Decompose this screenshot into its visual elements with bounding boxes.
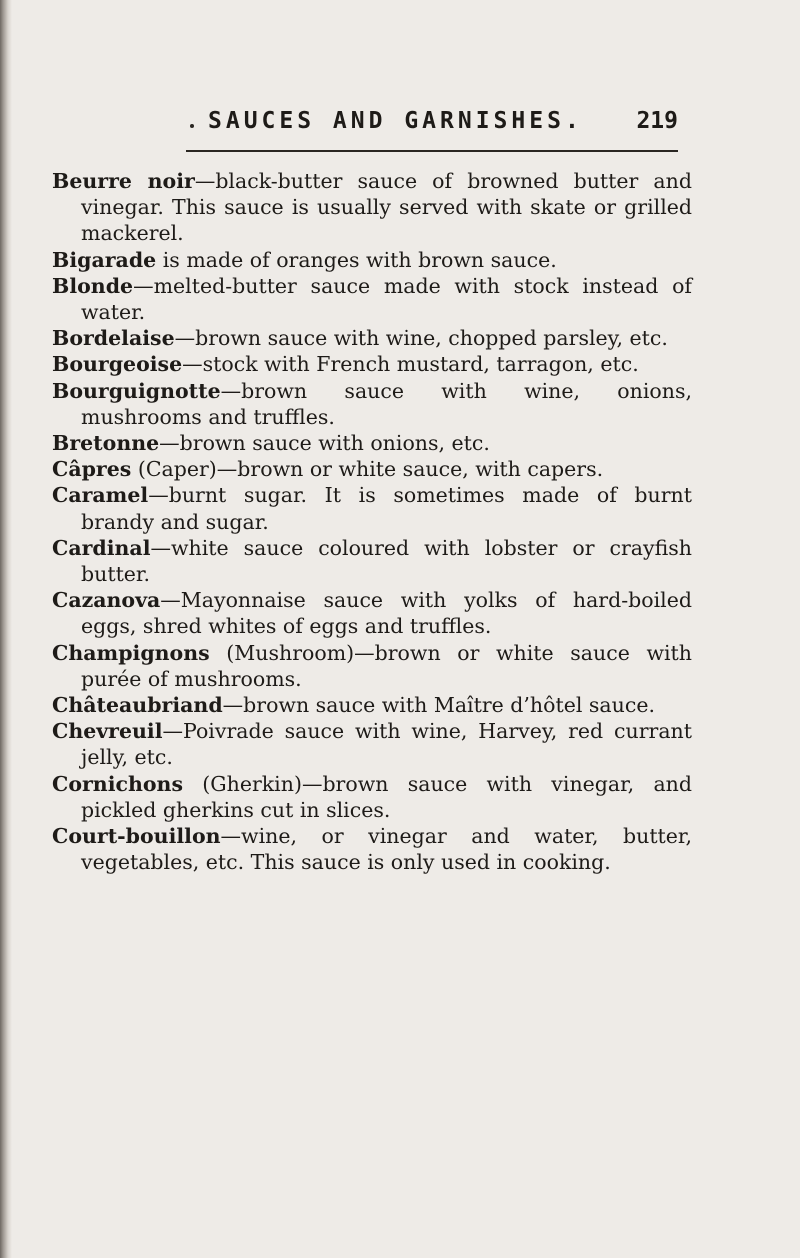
entry-term: Blonde (52, 273, 134, 298)
glossary-entry (52, 640, 692, 692)
glossary-entry (52, 378, 692, 430)
entry-term: Champignons (52, 640, 210, 665)
entry-definition: is made of oranges with brown sauce. (156, 247, 557, 272)
glossary-entry (52, 823, 692, 875)
running-head: SAUCES AND GARNISHES. (208, 108, 583, 134)
entry-definition: (Mushroom)—brown or white sauce with purée of mushrooms. (81, 640, 692, 691)
entry-definition: —Mayonnaise sauce with yolks of hard-boiled eggs, shred whites of eggs and truffles. (81, 588, 692, 639)
header-dot (190, 124, 194, 128)
glossary-entry (52, 587, 692, 639)
entry-definition: —burnt sugar. It is sometimes made of burnt brandy and sugar. (81, 483, 692, 534)
entry-term: Bourgeoise (52, 352, 183, 377)
entry-term: Cazanova (52, 588, 161, 613)
glossary-entry (52, 351, 692, 377)
entry-term: Court-bouillon (52, 824, 221, 849)
entry-term: Cardinal (52, 535, 151, 560)
entry-definition: (Caper)—brown or white sauce, with capers. (131, 457, 604, 482)
entry-definition: —wine, or vinegar and water, butter, vegetables, etc. This sauce is only used in cooking. (81, 824, 692, 875)
entry-definition: —white sauce coloured with lobster or crayfish butter. (81, 535, 692, 587)
glossary-entry (52, 771, 692, 823)
glossary-entry (52, 482, 692, 534)
glossary-entry (52, 325, 692, 351)
entry-definition: —brown sauce with wine, onions, mushrooms and truffles. (81, 378, 692, 429)
glossary-entry (52, 273, 692, 325)
page-number: 219 (636, 108, 678, 134)
entry-term: Bourguignotte (52, 378, 221, 403)
entry-term: Bigarade (52, 247, 157, 272)
entry-term: Caramel (52, 483, 149, 508)
glossary-entry (52, 456, 692, 482)
entry-definition: (Gherkin)—brown sauce with vinegar, and pickled gherkins cut in slices. (81, 771, 692, 822)
entry-term: Bordelaise (52, 326, 175, 351)
glossary-entry (52, 718, 692, 770)
entry-term: Beurre noir (52, 169, 195, 193)
entry-term: Câpres (52, 457, 132, 482)
entry-term: Cornichons (52, 771, 183, 796)
entry-term: Châteaubriand (52, 693, 223, 718)
entry-definition: —brown sauce with wine, chopped parsley, etc. (174, 326, 668, 351)
entry-definition: —Poivrade sauce with wine, Harvey, red currant jelly, etc. (81, 719, 692, 770)
entry-term: Chevreuil (52, 719, 163, 744)
glossary-entry (52, 535, 692, 587)
glossary-entry (52, 247, 692, 273)
glossary-entry (52, 430, 692, 456)
glossary-entry (52, 692, 692, 718)
glossary-entries (52, 168, 692, 875)
glossary-entry (52, 168, 692, 247)
entry-definition: —brown sauce with onions, etc. (159, 431, 490, 456)
header-rule (186, 150, 678, 152)
entry-term: Bretonne (52, 431, 160, 456)
entry-definition: —brown sauce with Maître d’hôtel sauce. (222, 693, 655, 718)
entry-definition: —melted-butter sauce made with stock instead of water. (81, 273, 692, 325)
entry-definition: —black-butter sauce of browned butter and vinegar. This sauce is usually served with skate or grilled mackerel. (81, 169, 692, 246)
entry-definition: —stock with French mustard, tarragon, etc. (182, 352, 639, 377)
page-header (190, 106, 690, 142)
page-binding-edge (0, 0, 12, 1258)
